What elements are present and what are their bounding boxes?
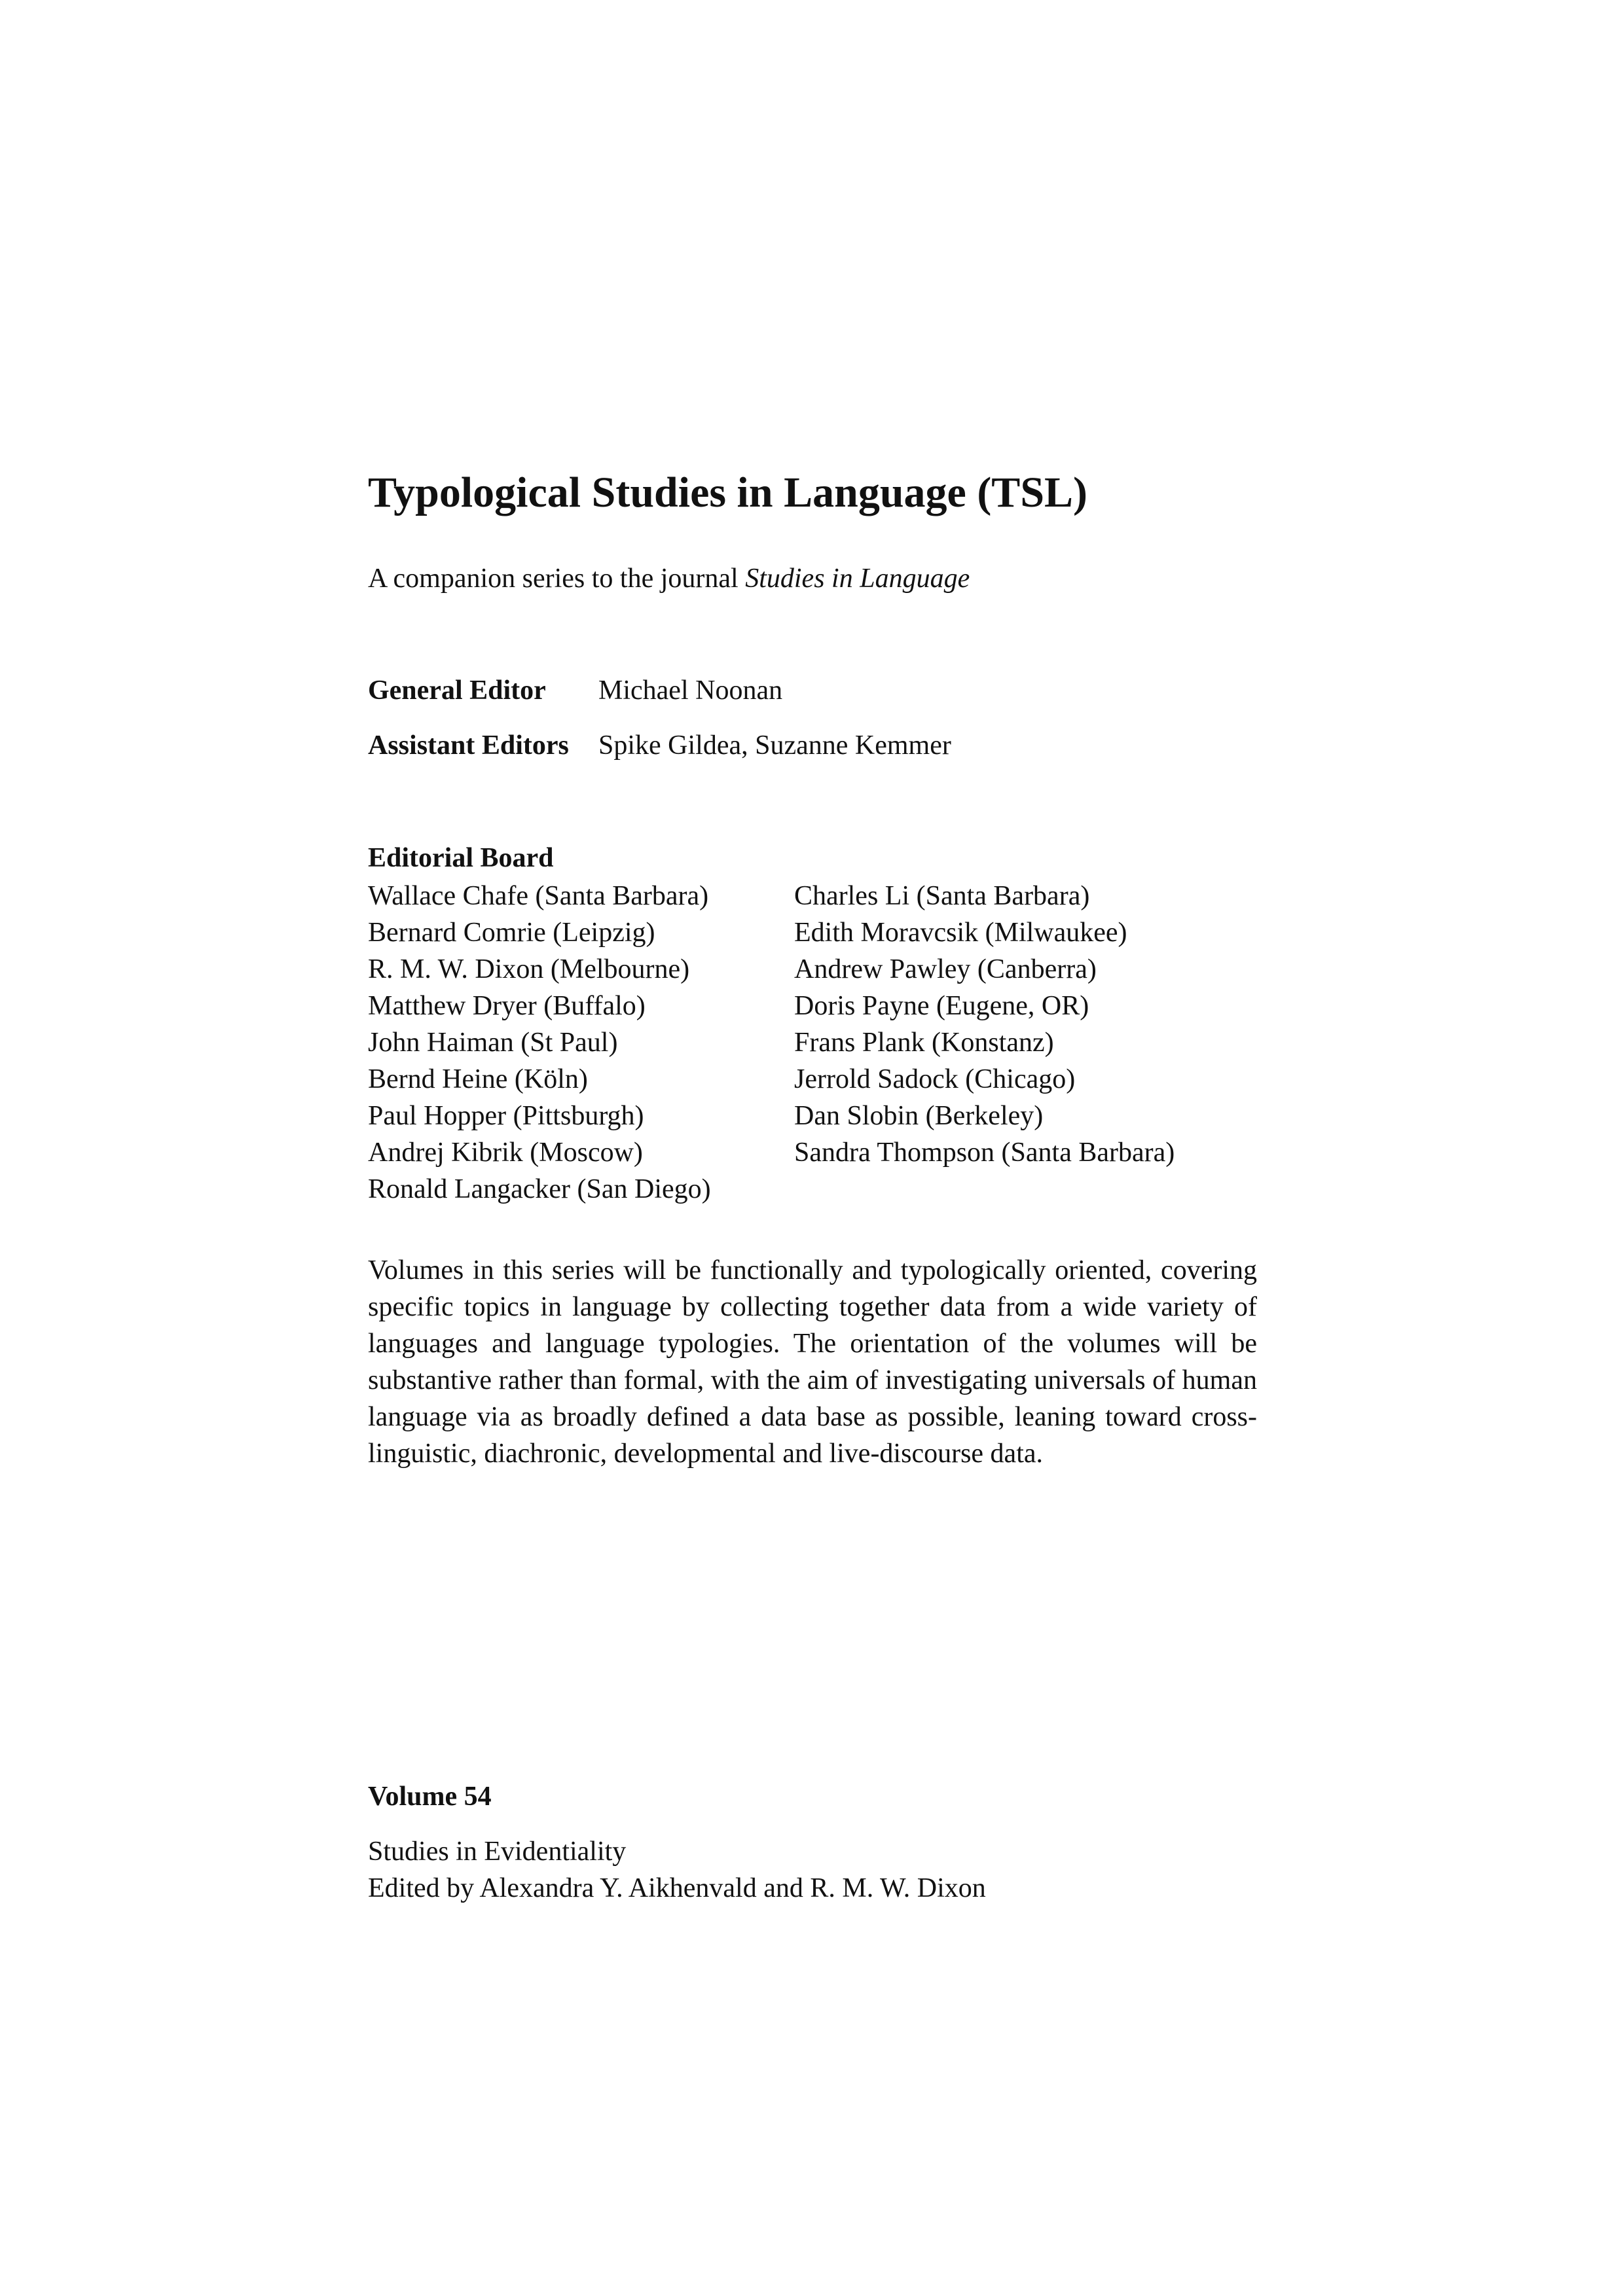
board-member: Bernd Heine (Köln) (368, 1064, 588, 1094)
series-title: Typological Studies in Language (TSL) (368, 469, 1088, 516)
editor-names: Michael Noonan (598, 675, 783, 706)
board-member: Matthew Dryer (Buffalo) (368, 991, 646, 1021)
board-member: Jerrold Sadock (Chicago) (794, 1064, 1076, 1094)
board-member: Andrew Pawley (Canberra) (794, 954, 1097, 984)
volume-title: Studies in Evidentiality (368, 1837, 627, 1867)
editor-names: Spike Gildea, Suzanne Kemmer (598, 730, 951, 761)
board-member: John Haiman (St Paul) (368, 1028, 618, 1058)
general-editor-row (368, 672, 951, 709)
board-right-column (794, 878, 1175, 1208)
board-member: Bernard Comrie (Leipzig) (368, 918, 655, 948)
subtitle-prefix: A companion series to the journal (368, 564, 746, 594)
board-member: Paul Hopper (Pittsburgh) (368, 1101, 644, 1131)
editorial-board (368, 840, 1175, 1208)
board-member: Doris Payne (Eugene, OR) (794, 991, 1089, 1021)
board-member: Dan Slobin (Berkeley) (794, 1101, 1044, 1131)
board-member: Edith Moravcsik (Milwaukee) (794, 918, 1127, 948)
journal-name: Studies in Language (745, 564, 970, 594)
board-member: Ronald Langacker (San Diego) (368, 1174, 711, 1204)
board-member: Andrej Kibrik (Moscow) (368, 1138, 643, 1168)
assistant-editors-row (368, 727, 951, 764)
volume-editors: Edited by Alexandra Y. Aikhenvald and R. M. W. Dixon (368, 1873, 986, 1903)
series-subtitle (368, 560, 970, 597)
volume-number: Volume 54 (368, 1782, 492, 1812)
board-member: Sandra Thompson (Santa Barbara) (794, 1138, 1175, 1168)
board-left-column (368, 878, 794, 1208)
series-description: Volumes in this series will be functionally and typologically oriented, covering specific topics in language by collecting together data from a wide variety of languages and language typologies. The orientation of the volumes will be substantive rather than formal, with the aim of investigating universals of human language via as broadly defined a data base as possible, leaning toward cross-linguistic, diachronic, developmental and live-discourse data. (368, 1255, 1257, 1469)
board-member: R. M. W. Dixon (Melbourne) (368, 954, 690, 984)
editor-role: Assistant Editors (368, 730, 569, 761)
board-member: Charles Li (Santa Barbara) (794, 881, 1090, 911)
editors-block (368, 672, 951, 782)
editor-role: General Editor (368, 675, 546, 706)
volume-block (368, 1778, 986, 1907)
board-member: Frans Plank (Konstanz) (794, 1028, 1054, 1058)
board-member: Wallace Chafe (Santa Barbara) (368, 881, 709, 911)
editorial-board-columns (368, 878, 1175, 1208)
editorial-board-heading: Editorial Board (368, 843, 554, 873)
